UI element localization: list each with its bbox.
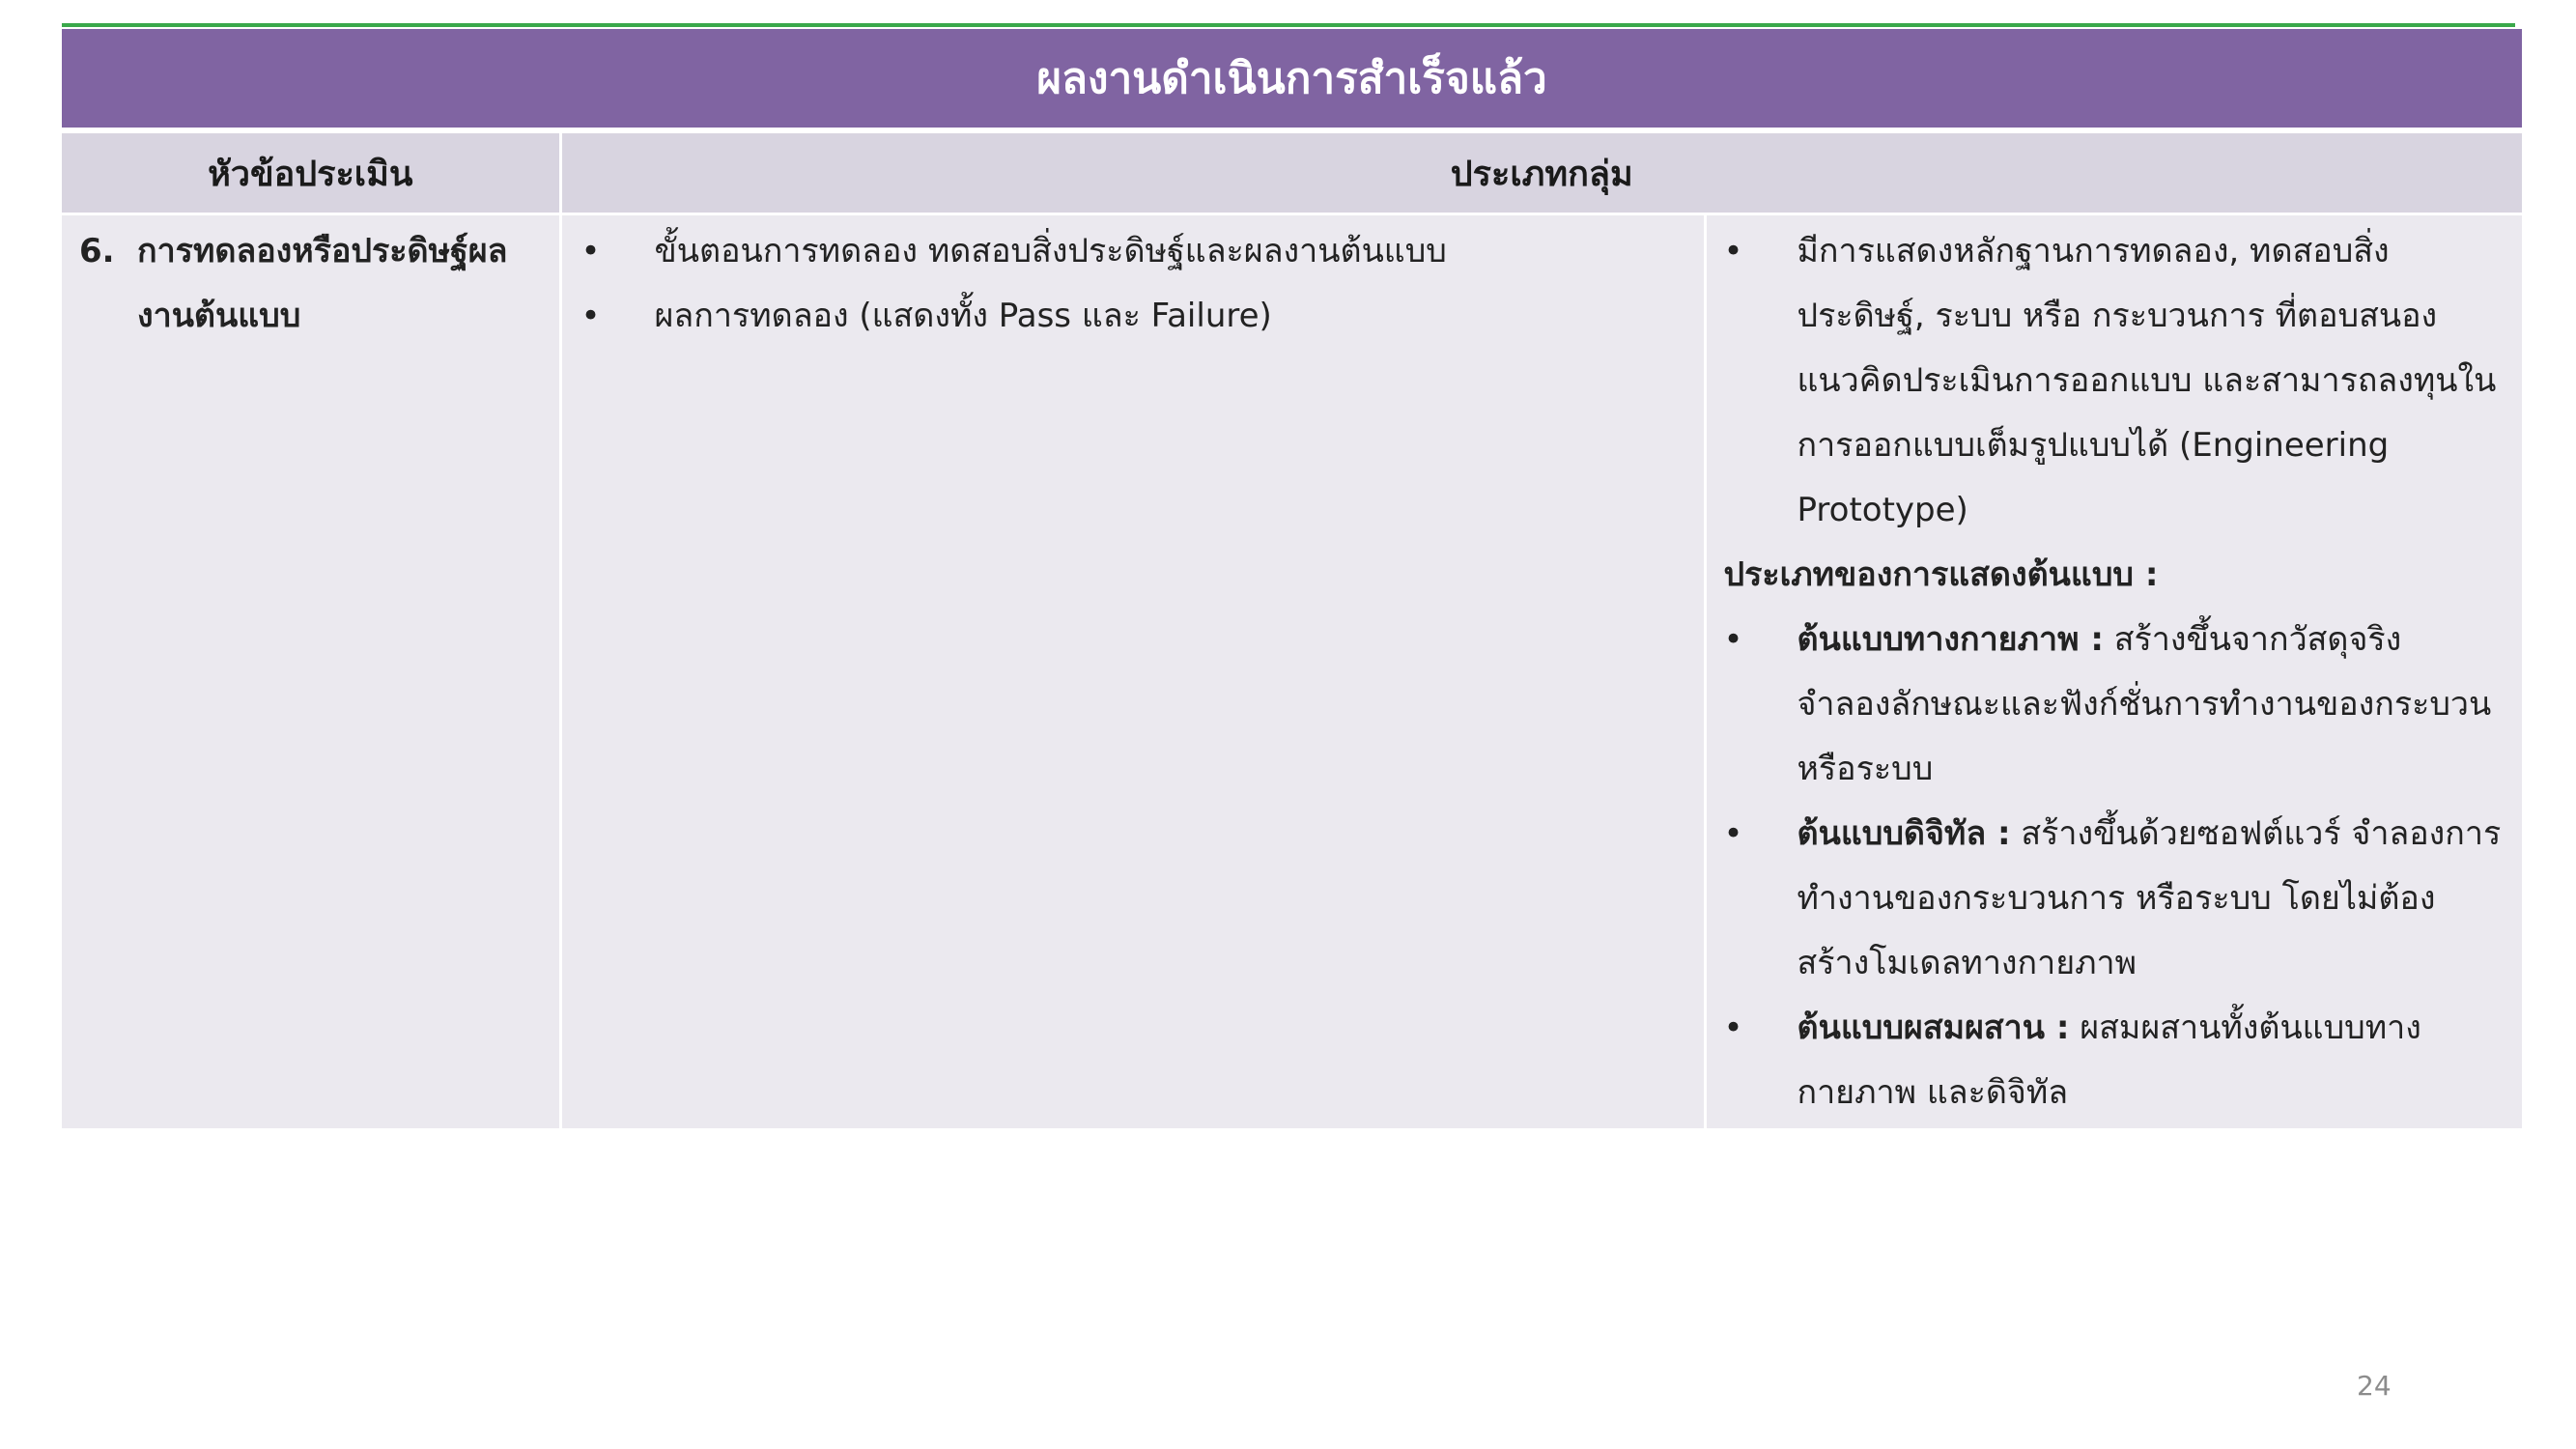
bullet-icon: •: [580, 297, 601, 335]
list-item: [581, 219, 1684, 284]
list-item: [1724, 608, 2505, 802]
bullet-icon: •: [1723, 620, 1743, 659]
assessment-table: [62, 29, 2522, 1128]
table-header-row: [62, 130, 2522, 214]
page-number: 24: [2357, 1370, 2392, 1402]
list-item: [1724, 996, 2505, 1125]
list-item: [581, 284, 1684, 349]
topic-text: การทดลองหรือประดิษฐ์ผลงานต้นแบบ: [137, 232, 508, 335]
top-accent-line: [62, 23, 2515, 27]
process-cell: [560, 214, 1705, 1129]
evidence-list: [1724, 219, 2505, 543]
prototype-types-heading: ประเภทของการแสดงต้นแบบ :: [1723, 555, 2159, 594]
physical-prototype-label: ต้นแบบทางกายภาพ :: [1797, 620, 2104, 659]
bullet-icon: •: [1723, 1009, 1743, 1047]
hybrid-prototype-text: ผสมผสานทั้งต้นแบบทางกายภาพ และดิจิทัล: [1797, 1009, 2421, 1112]
process-step-text: ขั้นตอนการทดลอง ทดสอบสิ่งประดิษฐ์และผลงานต้นแบบ: [654, 232, 1447, 270]
table-title-row: [62, 29, 2522, 130]
hybrid-prototype-label: ต้นแบบผสมผสาน :: [1797, 1009, 2070, 1047]
bullet-icon: •: [1723, 232, 1743, 270]
evidence-cell: [1705, 214, 2522, 1129]
table-title: ผลงานดำเนินการสำเร็จแล้ว: [62, 29, 2522, 130]
header-group-type: ประเภทกลุ่ม: [560, 130, 2522, 214]
bullet-icon: •: [1723, 814, 1743, 853]
prototype-types-list: [1724, 608, 2505, 1125]
process-list: [581, 219, 1684, 349]
list-item: [1724, 802, 2505, 996]
table-row: [62, 214, 2522, 1129]
topic-cell: [62, 214, 560, 1129]
topic-number: 6.: [79, 232, 115, 270]
digital-prototype-text: สร้างขึ้นด้วยซอฟต์แวร์ จำลองการทำงานของกระบวนการ หรือระบบ โดยไม่ต้องสร้างโมเดลทางกายภาพ: [1797, 814, 2502, 982]
process-result-text: ผลการทดลอง (แสดงทั้ง Pass และ Failure): [654, 297, 1272, 335]
physical-prototype-text: สร้างขึ้นจากวัสดุจริง จำลองลักษณะและฟังก์ชั่นการทำงานของกระบวนหรือระบบ: [1797, 620, 2492, 788]
header-topic: หัวข้อประเมิน: [62, 130, 560, 214]
list-item: [1724, 219, 2505, 543]
digital-prototype-label: ต้นแบบดิจิทัล :: [1797, 814, 2011, 853]
bullet-icon: •: [580, 232, 601, 270]
evidence-text: มีการแสดงหลักฐานการทดลอง, ทดสอบสิ่งประดิษฐ์, ระบบ หรือ กระบวนการ ที่ตอบสนองแนวคิดประเมินการออกแบบ และสามารถลงทุนในการออกแบบเต็มรูปแบบได้ (Engineering Prototype): [1797, 232, 2497, 529]
